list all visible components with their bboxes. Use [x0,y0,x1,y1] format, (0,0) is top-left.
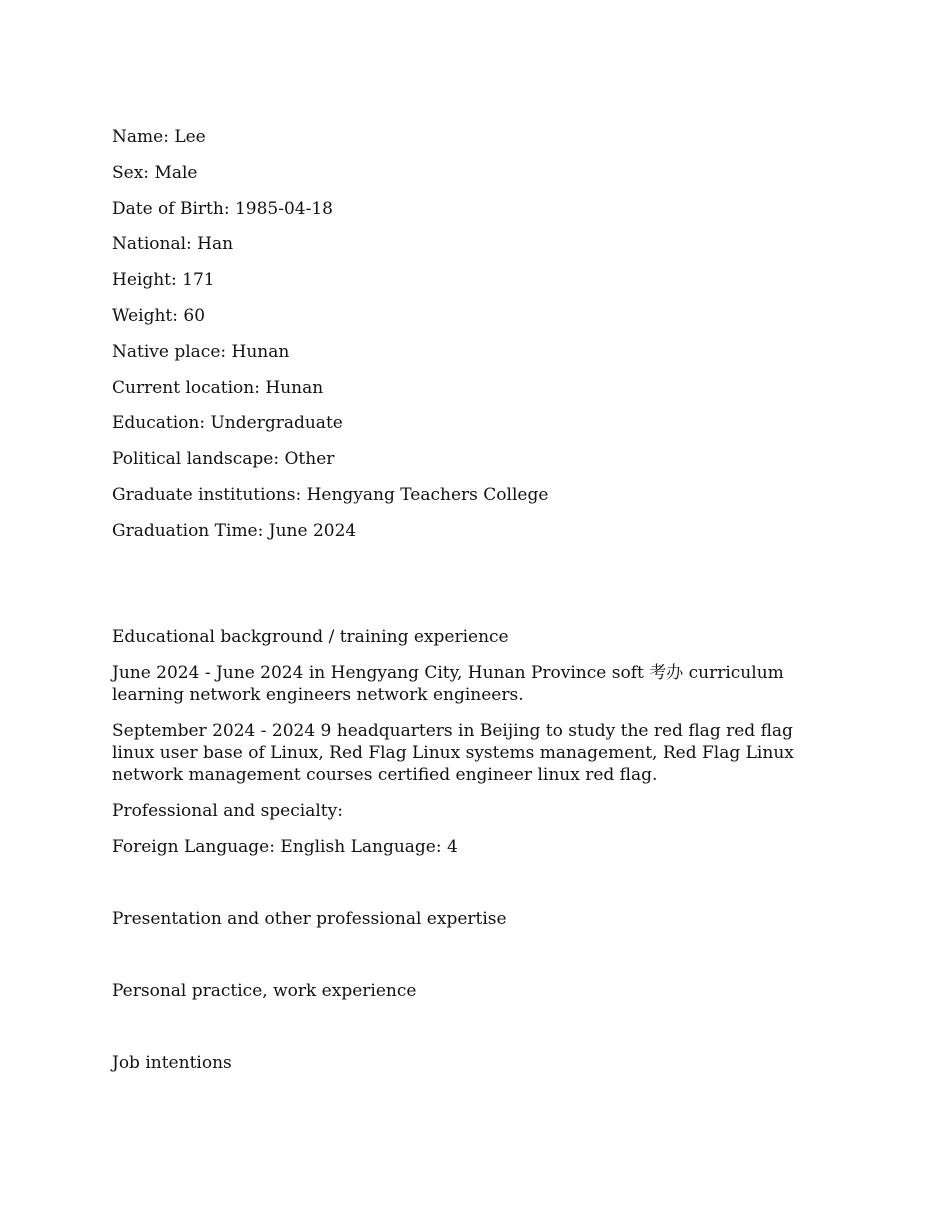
specialty-heading: Professional and specialty: [112,800,343,821]
education-section [112,626,832,1074]
spacer [112,944,832,980]
job-intentions-heading: Job intentions [112,1052,232,1073]
foreign-language: Foreign Language: English Language: 4 [112,836,458,857]
info-date-of-birth: Date of Birth: 1985-04-18 [112,198,333,219]
info-current-location: Current location: Hunan [112,377,324,398]
info-graduate-institutions: Graduate institutions: Hengyang Teachers College [112,484,549,505]
info-native-place: Native place: Hunan [112,341,290,362]
presentation-heading: Presentation and other professional expertise [112,908,507,929]
info-national: National: Han [112,234,234,255]
info-graduation-time: Graduation Time: June 2024 [112,520,357,541]
personal-info-block [112,126,832,542]
info-height: Height: 171 [112,270,215,291]
education-entry-1: June 2024 - June 2024 in Hengyang City, Hunan Province soft 考办 curriculum learning network engineers network engineers. [112,662,784,705]
info-sex: Sex: Male [112,162,198,183]
info-name: Name: Lee [112,127,206,147]
info-political-landscape: Political landscape: Other [112,449,335,470]
spacer [112,872,832,908]
info-education: Education: Undergraduate [112,413,343,434]
education-heading: Educational background / training experience [112,626,509,647]
spacer [112,1016,832,1052]
resume-content [112,126,832,1088]
info-weight: Weight: 60 [112,305,206,326]
work-experience-heading: Personal practice, work experience [112,980,417,1001]
education-entry-2: September 2024 - 2024 9 headquarters in Beijing to study the red flag red flag linux user base of Linux, Red Flag Linux systems management, Red Flag Linux network management courses certified engineer linux red flag. [112,720,794,785]
